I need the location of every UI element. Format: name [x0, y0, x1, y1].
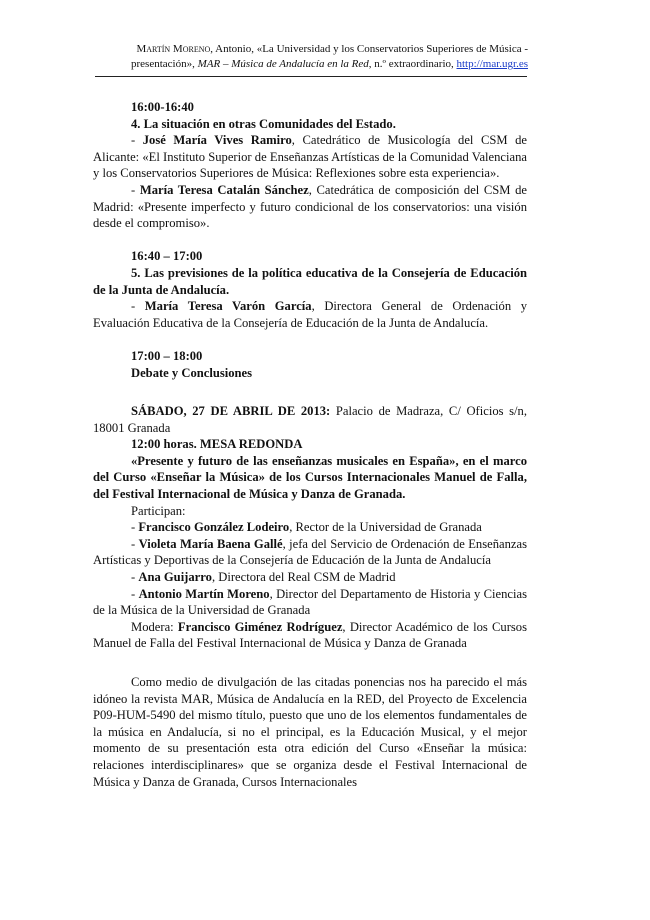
- session-title: 5. Las previsiones de la política educativa de la Consejería de Educación de la Junta de Andalucía.: [93, 265, 527, 297]
- participant-name: Antonio Martín Moreno: [138, 586, 270, 601]
- speaker-name: María Teresa Varón García: [144, 299, 312, 314]
- round-table-time: 12:00 horas. MESA REDONDA: [131, 437, 303, 452]
- speaker-name: María Teresa Catalán Sánchez: [139, 182, 309, 197]
- participant-name: Violeta María Baena Gallé: [138, 536, 283, 551]
- participant-entry: - Violeta María Baena Gallé, jefa del Servicio de Ordenación de Enseñanzas Artísticas y Deportivas de la Consejería de Educación de la Junta de Andalucía: [93, 536, 527, 568]
- session-time: 16:40 – 17:00: [131, 249, 203, 264]
- moderator-entry: Modera: Francisco Giménez Rodríguez, Director Académico de los Cursos Manuel de Falla del Festival Internacional de Música y Danza de Granada: [93, 619, 528, 651]
- header-issue: , n.º extraordinario,: [368, 58, 457, 70]
- participant-name: Francisco González Lodeiro: [138, 520, 290, 535]
- participant-name: Ana Guijarro: [138, 570, 212, 585]
- running-header: [98, 42, 528, 72]
- participant-entry: - Francisco González Lodeiro, Rector de la Universidad de Granada: [131, 520, 482, 535]
- session-title: 4. La situación en otras Comunidades del Estado.: [131, 116, 396, 131]
- header-journal: MAR – Música de Andalucía en la Red: [197, 58, 369, 70]
- session-time: 17:00 – 18:00: [131, 348, 203, 363]
- session-time: 16:00-16:40: [131, 100, 194, 114]
- closing-paragraph: Como medio de divulgación de las citadas ponencias nos ha parecido el más idóneo la revista MAR, Música de Andalucía en la RED, del Proyecto de Excelencia P09-HUM-5490 del mismo título, puesto que uno de los elementos fundamentales de la música en Andalucía, si no el principal, es la Educación Musical, y el mejor momento de su presentación esta otra edición del Curso «Enseñar la música: relaciones interdisciplinares» que se organiza desde el Festival Internacional de Música y Danza de Granada, Cursos Internacionales: [93, 675, 527, 789]
- saturday-date: SÁBADO, 27 DE ABRIL DE 2013: Palacio de Madraza, C/ Oficios s/n, 18001 Granada: [93, 404, 527, 435]
- header-article: , Antonio, «La Universidad y los Conservatorios Superiores de Música - presentación»,: [131, 43, 528, 70]
- session-title: Debate y Conclusiones: [131, 365, 253, 380]
- header-url-link[interactable]: http://mar.ugr.es: [456, 58, 528, 70]
- speaker-entry: - María Teresa Catalán Sánchez, Catedrática de composición del CSM de Madrid: «Presente imperfecto y futuro condicional de los conservatorios: una visión desde el compromiso».: [93, 182, 528, 231]
- header-author: Martín Moreno: [136, 43, 211, 55]
- header-divider: [95, 76, 527, 77]
- participant-entry: - Antonio Martín Moreno, Director del Departamento de Historia y Ciencias de la Música de la Universidad de Granada: [93, 586, 528, 618]
- speaker-entry: - José María Vives Ramiro, Catedrático de Musicología del CSM de Alicante: «El Instituto Superior de Enseñanzas Artísticas de la Comunidad Valenciana y los Conservatorios Superiores de Música: Reflexiones sobre esta experiencia».: [93, 133, 527, 181]
- moderator-name: Francisco Giménez Rodríguez: [177, 619, 343, 634]
- participants-label: Participan:: [131, 503, 186, 518]
- speaker-entry: - María Teresa Varón García, Directora General de Ordenación y Evaluación Educativa de la Consejería de Educación de la Junta de Andalucía.: [93, 299, 528, 330]
- round-table-title: «Presente y futuro de las enseñanzas musicales en España», en el marco del Curso «Enseñar la Música» de los Cursos Internacionales Manuel de Falla, del Festival Internacional de Música y Danza de Granada.: [93, 453, 527, 502]
- participant-entry: - Ana Guijarro, Directora del Real CSM de Madrid: [131, 570, 396, 585]
- speaker-name: José María Vives Ramiro: [142, 133, 292, 148]
- page-body: [93, 99, 527, 790]
